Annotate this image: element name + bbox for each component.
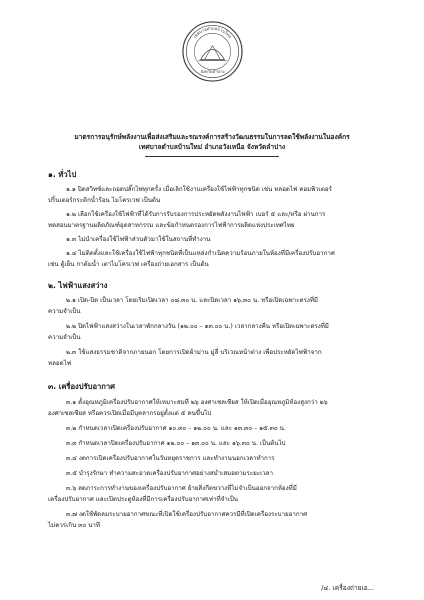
body-line: ทดสอบมาตรฐานผลิตภัณฑ์อุตสาหกรรม และข้อกำหนดรองการไฟฟ้าการผลิตแห่งประเทศไทย	[48, 222, 295, 229]
body-line: ๓.๔ งดการเปิดเครื่องปรับอากาศในวันหยุดราชการ และทำงานนอกเวลาทำการ	[66, 455, 275, 462]
body-line: องศาเซลเซียส หรือควรเปิดเมื่อมีบุคลากรอยู่ตั้งแต่ ๕ คนขึ้นไป	[48, 410, 212, 417]
title-underline	[145, 156, 279, 157]
document-subtitle: เทศบาลตำบลบ้านใหม่ อำเภอวังเหนือ จังหวัดลำปาง	[138, 143, 286, 151]
body-line: ๒.๓ ใช้แสงธรรมชาติจากภายนอก โดยการเปิดผ้าม่าน มู่ลี่ บริเวณหน้าต่าง เพื่อประหยัดไฟฟ้าจาก	[66, 349, 322, 356]
body-line: ๓.๕ บำรุงรักษา ทำความสะอาดเครื่องปรับอากาศอย่างสม่ำเสมอตามระยะเวลา	[66, 470, 273, 477]
body-line: ๓.๗ งดใช้พัดลมระบายอากาศขณะที่เปิดใช้เครื่องปรับอากาศควรมีที่เปิดเครื่องระบายอากาศ	[66, 511, 308, 518]
body-line: ความจำเป็น	[48, 308, 81, 315]
seal-top-text: เทศบาลตำบลบ้านใหม่	[192, 25, 233, 40]
section-heading-air-conditioner: ๓. เครื่องปรับอากาศ	[48, 382, 115, 391]
document-title: มาตรการอนุรักษ์พลังงานเพื่อส่งเสริมและรณรงค์การสร้างวัฒนธรรมในการลดใช้พลังงานในองค์กร	[74, 133, 350, 141]
body-line: ๒.๑ เปิด-ปิด เป็นเวลา โดยเริ่มเปิดเวลา ๐๘.๓๐ น. และปิดเวลา ๑๖.๓๐ น. หรือเปิดเฉพาะตรงที่มี	[66, 297, 318, 304]
body-line: เช่น ตู้เย็น กาต้มน้ำ เตาไมโครเวฟ เครื่องถ่ายเอกสาร เป็นต้น	[48, 261, 209, 268]
municipality-seal-icon	[181, 20, 244, 83]
body-line: ๓.๑ ตั้งอุณหภูมิเครื่องปรับอากาศให้เหมาะสมที่ ๒๖ องศาเซลเซียส ให้เปิดเมื่ออุณหภูมิห้องสูงกว่า ๒๖	[66, 399, 328, 406]
body-line: ๓.๒ กำหนดเวลาเปิดเครื่องปรับอากาศ ๑๐.๓๐ – ๑๒.๐๐ น. และ ๑๓.๓๐ – ๑๕.๓๐ น.	[66, 425, 286, 432]
continuation-note: /๔. เครื่องถ่ายเอ...	[321, 584, 374, 592]
body-line: ๓.๓ กำหนดเวลาปิดเครื่องปรับอากาศ ๑๒.๐๐ – ๑๓.๐๐ น. และ ๑๖.๓๐ น. เป็นต้นไป	[66, 440, 286, 447]
body-line: ๑.๑ ปิดสวิทซ์และถอดปลั๊กไฟทุกครั้ง เมื่อเลิกใช้งานเครื่องใช้ไฟฟ้าทุกชนิด เช่น หลอดไฟ คอมพิวเตอร์	[66, 186, 332, 193]
body-line: ความจำเป็น	[48, 334, 81, 341]
section-heading-lighting: ๒. ไฟฟ้าแสงสว่าง	[48, 281, 108, 290]
body-line: หลอดไฟ	[48, 360, 72, 367]
svg-text:เทศบาลตำบลบ้านใหม่	[192, 26, 233, 40]
body-line: ไม่ควรเกิน ๓๐ นาที	[48, 522, 100, 529]
section-heading-general: ๑. ทั่วไป	[48, 170, 77, 179]
body-line: ปริ้นเตอร์กระติกน้ำร้อน ไมโครเวฟ เป็นต้น	[48, 197, 161, 204]
body-line: ๓.๖ ลดภาระการทำงานของเครื่องปรับอากาศ ย้ายสิ่งกีดขวางที่ไม่จำเป็นออกจากห้องที่มี	[66, 485, 297, 492]
body-line: ๑.๔ ไม่ติดตั้งและใช้เครื่องใช้ไฟฟ้าทุกชนิดที่เป็นแหล่งกำเนิดความร้อนภายในห้องที่มีเครื่องปรับอากาศ	[66, 250, 335, 257]
seal-bottom-text: จังหวัดลำปาง	[200, 69, 225, 75]
body-line: เครื่องปรับอากาศ และเปิดประตูห้องที่มีการเครื่องปรับอากาศเท่าที่จำเป็น	[48, 496, 239, 503]
body-line: ๒.๒ ปิดไฟฟ้าแสงสว่างในเวลาพักกลางวัน (๑๒.๐๐ – ๑๓.๐๐ น.) เวลากลางคืน หรือเปิดเฉพาะตรงที่มี	[66, 323, 329, 330]
body-line: ๑.๓ ไม่นำเครื่องใช้ไฟฟ้าส่วนตัวมาใช้ในสถานที่ทำงาน	[66, 236, 211, 243]
body-line: ๑.๒ เลือกใช้เครื่องใช้ไฟฟ้าที่ได้รับการรับรองการประหยัดพลังงานไฟฟ้า เบอร์ ๕ และ/หรือ ผ่านการ	[66, 211, 326, 218]
